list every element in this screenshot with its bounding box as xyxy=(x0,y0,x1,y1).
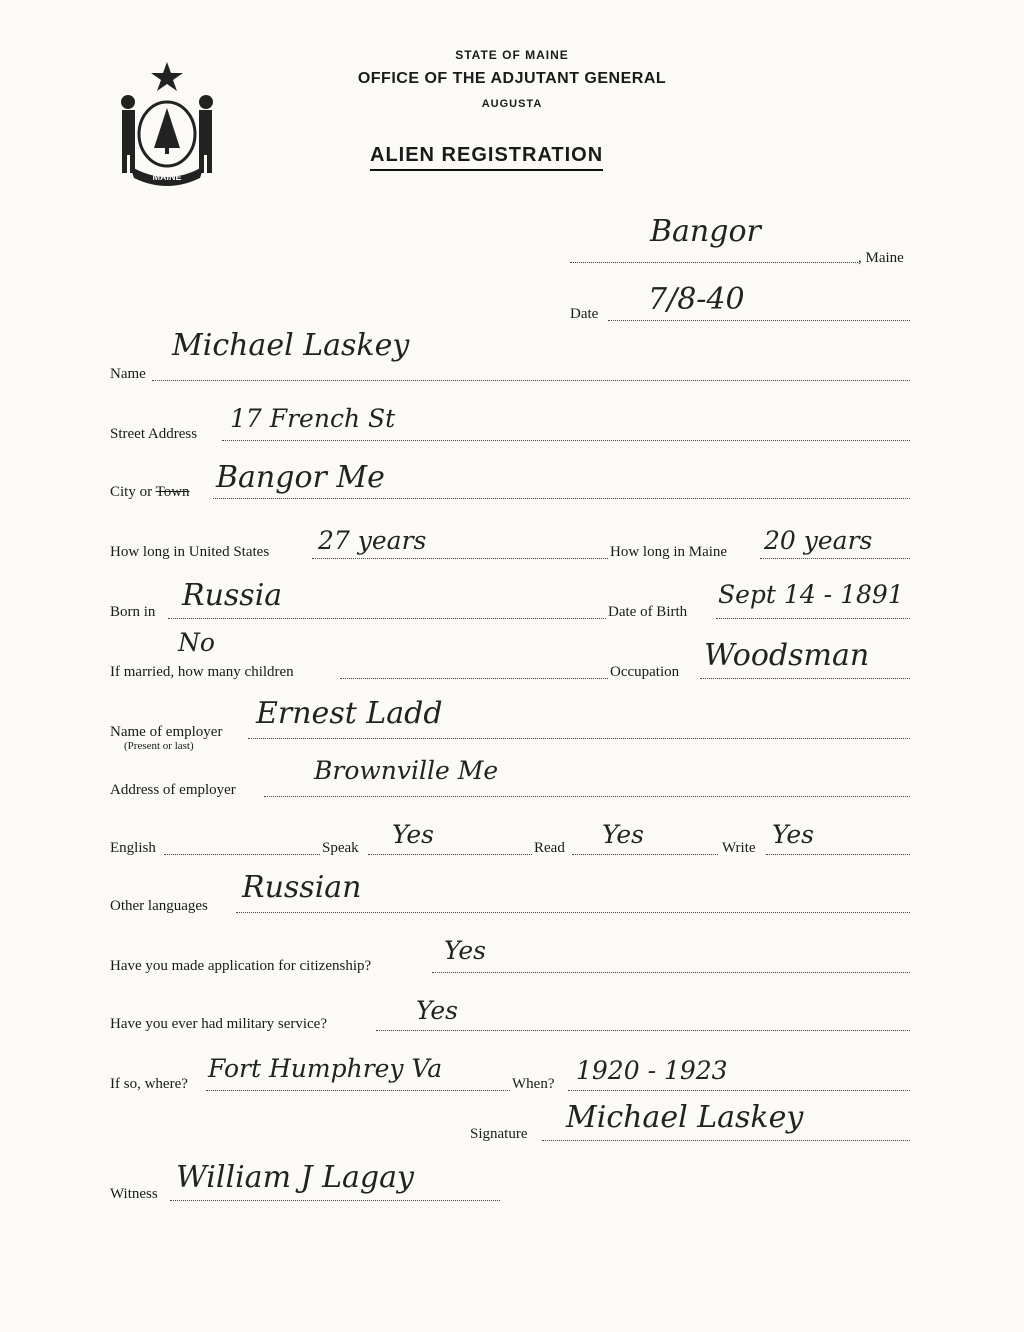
speak-label: Speak xyxy=(322,840,359,856)
when-line xyxy=(568,1090,910,1091)
write-value: Yes xyxy=(772,820,814,849)
when-value: 1920 - 1923 xyxy=(576,1056,728,1085)
speak-value: Yes xyxy=(392,820,434,849)
occupation-label: Occupation xyxy=(610,664,680,680)
maine-label: , Maine xyxy=(858,250,904,266)
city-line xyxy=(213,498,910,499)
date-line xyxy=(608,320,910,321)
street-label: Street Address xyxy=(110,426,198,442)
how-long-us-value: 27 years xyxy=(318,526,427,555)
where-line xyxy=(206,1090,510,1091)
employer-address-label: Address of employer xyxy=(110,782,236,798)
header-city: AUGUSTA xyxy=(481,98,543,110)
born-in-value: Russia xyxy=(182,578,283,613)
other-languages-value: Russian xyxy=(242,870,362,905)
city-label-struck: Town xyxy=(155,484,190,500)
city-label xyxy=(110,484,190,501)
military-line xyxy=(376,1030,910,1031)
date-value: 7/8-40 xyxy=(648,282,745,317)
employer-address-value: Brownville Me xyxy=(314,756,499,785)
employer-value: Ernest Ladd xyxy=(256,696,443,731)
employer-label: Name of employer xyxy=(110,724,223,740)
signature-line xyxy=(542,1140,910,1141)
other-languages-line xyxy=(236,912,910,913)
city-value: Bangor Me xyxy=(216,460,385,495)
when-label: When? xyxy=(512,1076,555,1092)
name-label: Name xyxy=(110,366,146,382)
dob-label: Date of Birth xyxy=(608,604,688,620)
signature-label: Signature xyxy=(470,1126,528,1142)
street-value: 17 French St xyxy=(230,404,396,433)
place-value: Bangor xyxy=(650,214,761,249)
citizenship-value: Yes xyxy=(444,936,486,965)
military-label: Have you ever had military service? xyxy=(110,1016,327,1032)
write-line xyxy=(766,854,910,855)
street-line xyxy=(222,440,910,441)
witness-label: Witness xyxy=(110,1186,158,1202)
english-line xyxy=(164,854,320,855)
signature-value: Michael Laskey xyxy=(566,1100,804,1135)
witness-line xyxy=(170,1200,500,1201)
how-long-maine-label: How long in Maine xyxy=(610,544,728,560)
svg-text:MAINE: MAINE xyxy=(152,172,182,182)
employer-line xyxy=(248,738,910,739)
dob-value: Sept 14 - 1891 xyxy=(718,580,904,609)
born-in-label: Born in xyxy=(110,604,156,620)
where-value: Fort Humphrey Va xyxy=(208,1054,443,1083)
english-label: English xyxy=(110,840,156,856)
city-label-prefix: City or xyxy=(110,484,156,500)
speak-line xyxy=(368,854,532,855)
children-line xyxy=(340,678,608,679)
how-long-maine-line xyxy=(760,558,910,559)
write-label: Write xyxy=(722,840,756,856)
children-value: No xyxy=(178,628,215,657)
read-label: Read xyxy=(534,840,565,856)
other-languages-label: Other languages xyxy=(110,898,208,914)
occupation-value: Woodsman xyxy=(704,638,870,673)
form-title: ALIEN REGISTRATION xyxy=(370,144,603,171)
born-in-line xyxy=(168,618,606,619)
date-label: Date xyxy=(570,306,599,322)
how-long-maine-value: 20 years xyxy=(764,526,873,555)
citizenship-label: Have you made application for citizenship? xyxy=(110,958,372,974)
header-office: OFFICE OF THE ADJUTANT GENERAL xyxy=(357,70,667,87)
citizenship-line xyxy=(432,972,910,973)
occupation-line xyxy=(700,678,910,679)
employer-note: (Present or last) xyxy=(124,740,194,752)
witness-value: William J Lagay xyxy=(176,1160,414,1195)
how-long-us-label: How long in United States xyxy=(110,544,270,560)
dob-line xyxy=(716,618,910,619)
employer-address-line xyxy=(264,796,910,797)
read-line xyxy=(572,854,718,855)
read-value: Yes xyxy=(602,820,644,849)
place-line xyxy=(570,262,858,263)
header-state: STATE OF MAINE xyxy=(455,48,569,62)
where-label: If so, where? xyxy=(110,1076,188,1092)
children-label: If married, how many children xyxy=(110,664,294,680)
military-value: Yes xyxy=(416,996,458,1025)
how-long-us-line xyxy=(312,558,608,559)
name-value: Michael Laskey xyxy=(172,328,410,363)
name-line xyxy=(152,380,910,381)
state-seal-icon xyxy=(112,58,222,188)
